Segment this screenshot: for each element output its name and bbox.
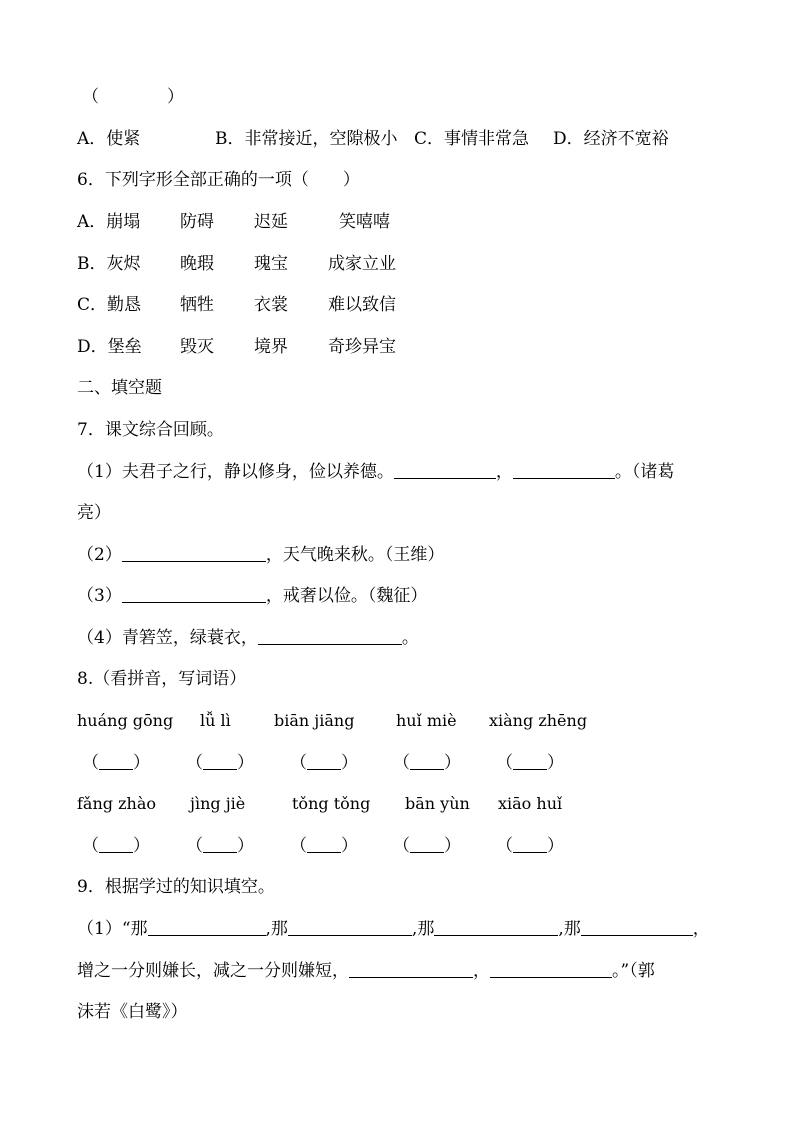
- q7-stem: 7．课文综合回顾。: [77, 420, 224, 440]
- q5-option-a: A．使紧: [77, 129, 141, 149]
- q6-b-word1: B．灰烬: [77, 254, 141, 274]
- pinyin-huang-gong: huáng gōng: [77, 711, 174, 730]
- q7-item4-text: （4）青箬笠，绿蓑衣，: [77, 628, 258, 648]
- pinyin-tong-tong: tǒng tǒng: [292, 794, 371, 813]
- q8-answer-box-6[interactable]: （ ）: [82, 836, 150, 856]
- q9-item-1: （1）“那 ,那 ,那 ,那 ，: [77, 919, 710, 939]
- q7-item-1: [77, 461, 674, 483]
- q8-answer-box-3[interactable]: （ ）: [290, 753, 358, 773]
- q6-stem: 6．下列字形全部正确的一项（ ）: [77, 170, 360, 190]
- q9-item1-lead: （1）“那: [77, 919, 148, 939]
- q7-item1-blank-a[interactable]: [394, 462, 496, 479]
- q7-item3-blank[interactable]: [122, 586, 266, 603]
- pinyin-ban-yun: bān yùn: [405, 794, 470, 813]
- pinyin-hui-mie: huǐ miè: [396, 711, 457, 730]
- q8-answer-box-10[interactable]: （ ）: [496, 836, 564, 856]
- q5-option-b: B．非常接近，空隙极小: [215, 129, 398, 149]
- q7-item-3: [77, 585, 427, 607]
- q9-stem: 9．根据学过的知识填空。: [77, 877, 275, 897]
- q7-item2-blank[interactable]: [122, 545, 266, 562]
- q7-item2-text: ，天气晚来秋。（王维）: [265, 545, 445, 565]
- q9-blank-6[interactable]: [490, 961, 612, 978]
- q7-item4-blank[interactable]: [258, 628, 402, 645]
- q6-b-word3: 瑰宝: [254, 254, 288, 274]
- q5-answer-paren: （ ）: [82, 87, 184, 107]
- pinyin-xiang-zheng: xiàng zhēng: [489, 711, 588, 730]
- q8-stem: 8.（看拼音，写词语）: [77, 669, 247, 689]
- q9-source: 沫若《白鹭》）: [77, 1002, 188, 1022]
- q9-blank-2[interactable]: [288, 919, 412, 936]
- q6-a-word1: A．崩塌: [77, 212, 141, 232]
- q6-d-word1: D．堡垒: [77, 337, 142, 357]
- q7-item-2: [77, 544, 444, 566]
- q6-a-word2: 防碍: [180, 212, 214, 232]
- q9-blank-3[interactable]: [434, 919, 558, 936]
- q7-item-4: [77, 627, 419, 649]
- q9-blank-5[interactable]: [349, 961, 473, 978]
- q9-line2-end: 。”（郭: [612, 961, 655, 981]
- q9-item-1-cont: 增之一分则嫌长，减之一分则嫌短， ， 。”（郭: [77, 961, 655, 981]
- pinyin-xiao-hui: xiāo huǐ: [498, 794, 563, 813]
- q6-a-word3: 迟延: [254, 212, 288, 232]
- q6-c-word3: 衣裳: [254, 295, 288, 315]
- q7-item1-end: 。（诸葛: [614, 462, 675, 482]
- q7-item1-sep: ，: [495, 462, 513, 482]
- q7-item3-num: （3）: [77, 586, 122, 606]
- q7-item1-text: （1）夫君子之行，静以修身，俭以养德。: [77, 462, 394, 482]
- pinyin-bian-jiang: biān jiāng: [274, 711, 355, 730]
- q5-option-d: D．经济不宽裕: [553, 129, 669, 149]
- q6-d-word2: 毁灭: [180, 337, 214, 357]
- section-heading-fill-in: 二、填空题: [77, 378, 162, 398]
- q6-d-word3: 境界: [254, 337, 288, 357]
- q7-item3-text: ，戒奢以俭。（魏征）: [265, 586, 428, 606]
- q7-item4-end: 。: [401, 628, 419, 648]
- q6-b-word2: 晚瑕: [180, 254, 214, 274]
- q7-item1-wrap: 亮）: [77, 503, 111, 523]
- q6-c-word4: 难以致信: [328, 295, 396, 315]
- q6-b-word4: 成家立业: [328, 254, 396, 274]
- q5-option-c: C．事情非常急: [414, 129, 530, 149]
- pinyin-jing-jie: jìng jiè: [190, 794, 246, 813]
- pinyin-fang-zhao: fǎng zhào: [77, 794, 156, 813]
- q6-c-word2: 牺牲: [180, 295, 214, 315]
- q8-answer-box-4[interactable]: （ ）: [393, 753, 461, 773]
- q8-answer-box-7[interactable]: （ ）: [186, 836, 254, 856]
- q9-blank-1[interactable]: [148, 919, 266, 936]
- q6-d-word4: 奇珍异宝: [328, 337, 396, 357]
- q6-a-word4: 笑嘻嘻: [339, 212, 390, 232]
- q8-answer-box-8[interactable]: （ ）: [290, 836, 358, 856]
- q9-blank-4[interactable]: [581, 919, 693, 936]
- q7-item2-num: （2）: [77, 545, 122, 565]
- q8-answer-box-2[interactable]: （ ）: [186, 753, 254, 773]
- q8-answer-box-5[interactable]: （ ）: [496, 753, 564, 773]
- q6-c-word1: C．勤恳: [77, 295, 142, 315]
- pinyin-lv-li: lǚ lì: [200, 711, 231, 730]
- q9-line2-text: 增之一分则嫌长，减之一分则嫌短，: [77, 961, 349, 981]
- q7-item1-blank-b[interactable]: [513, 462, 615, 479]
- q8-answer-box-9[interactable]: （ ）: [393, 836, 461, 856]
- q8-answer-box-1[interactable]: （ ）: [82, 753, 150, 773]
